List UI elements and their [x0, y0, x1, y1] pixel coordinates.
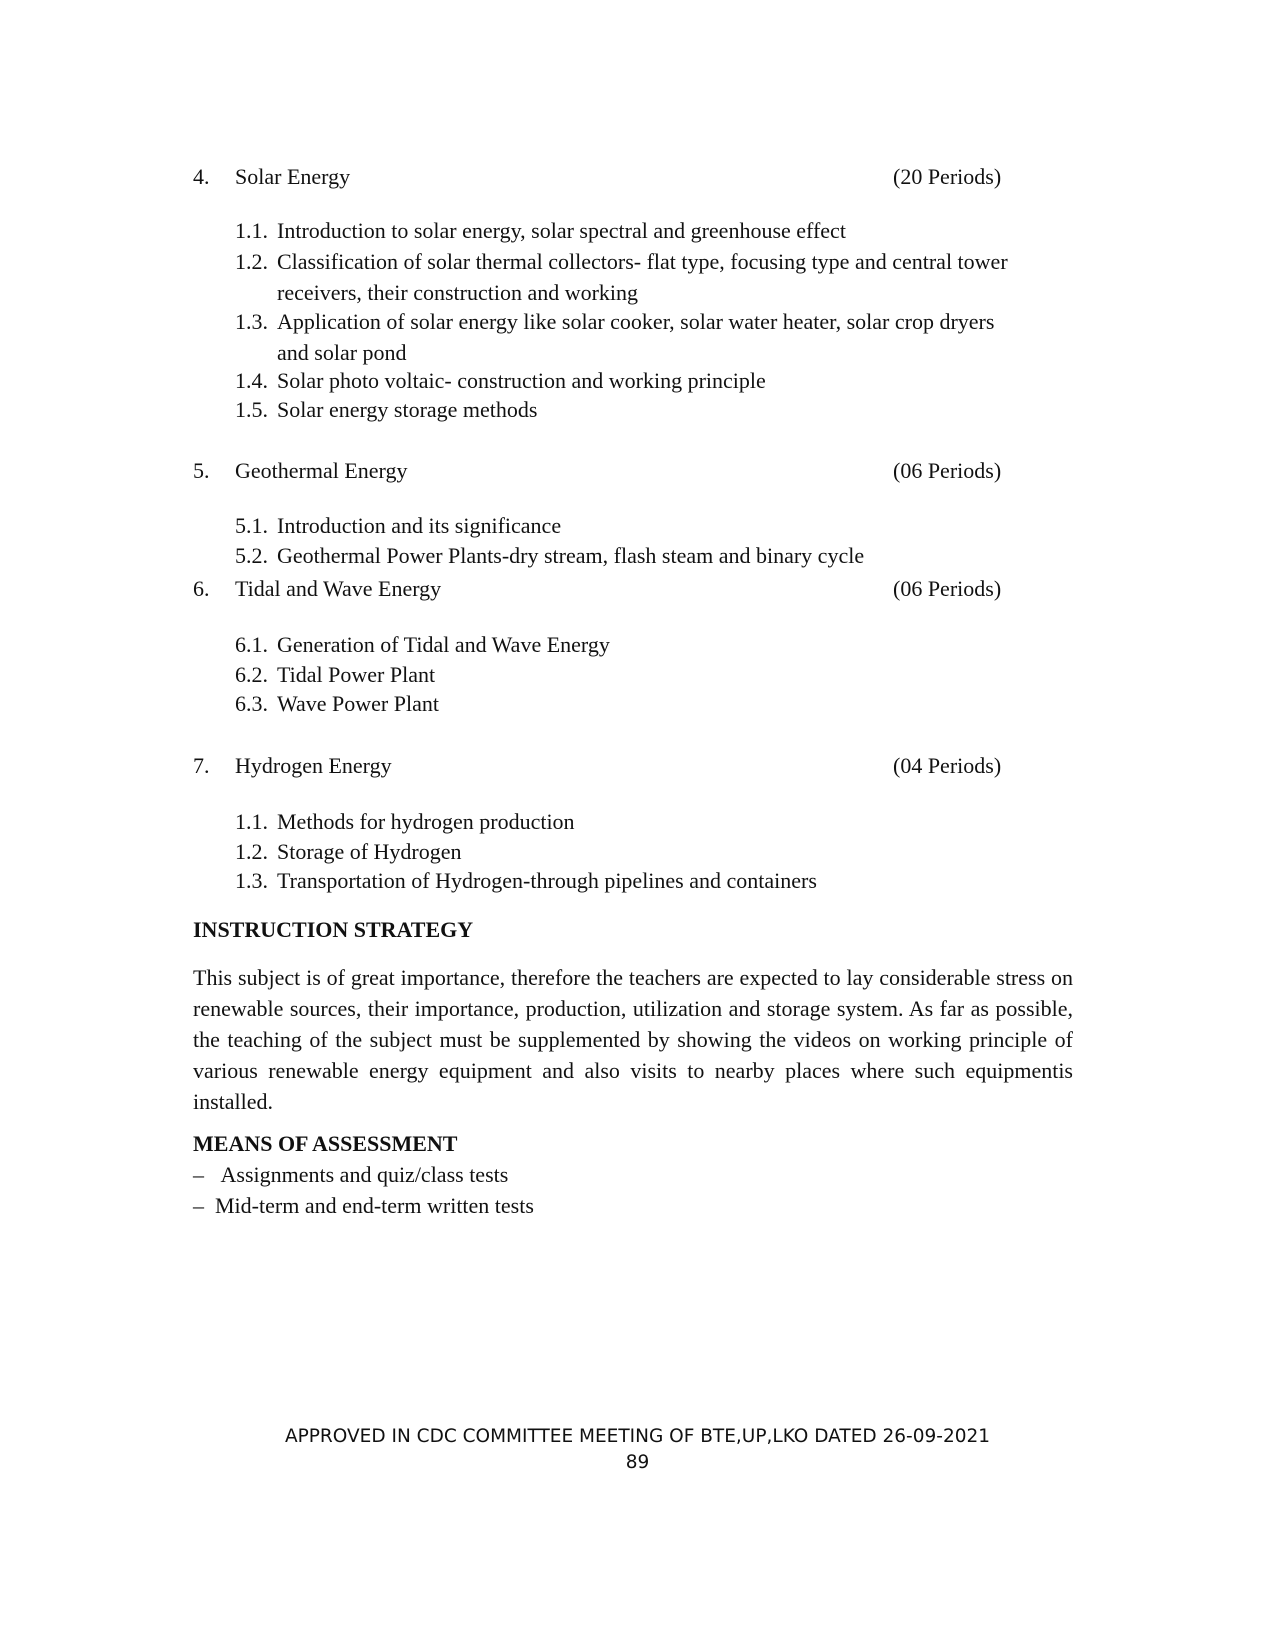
item-number: 6.3.	[235, 691, 268, 716]
unit-periods: (06 Periods)	[893, 576, 1002, 601]
item-number: 6.1.	[235, 632, 268, 657]
item-text: Transportation of Hydrogen-through pipelines and containers	[277, 868, 817, 893]
item-number: 1.3.	[235, 868, 268, 893]
item-number: 1.1.	[235, 809, 268, 834]
approval-footer: APPROVED IN CDC COMMITTEE MEETING OF BTE,UP,LKO DATED 26-09-2021	[284, 1426, 991, 1447]
list-item	[193, 1193, 534, 1219]
unit-title: Geothermal Energy	[235, 458, 408, 483]
item-number: 1.3.	[235, 309, 268, 334]
page-number: 89	[625, 1452, 650, 1473]
unit-number: 7.	[193, 753, 210, 778]
item-text-continued: and solar pond	[277, 340, 407, 365]
item-number: 5.1.	[235, 513, 268, 538]
item-number: 1.2.	[235, 249, 268, 274]
unit-number: 4.	[193, 164, 210, 189]
item-number: 1.1.	[235, 218, 268, 243]
list-item	[235, 510, 1055, 541]
item-number: 5.2.	[235, 543, 268, 568]
item-number: 1.5.	[235, 397, 268, 422]
list-item	[235, 306, 1055, 368]
item-number: 1.2.	[235, 839, 268, 864]
item-text: Storage of Hydrogen	[277, 839, 462, 864]
item-text: Application of solar energy like solar cooker, solar water heater, solar crop dryers	[277, 309, 995, 334]
dash-bullet: –	[193, 1162, 221, 1187]
section-heading-assessment: MEANS OF ASSESSMENT	[193, 1131, 458, 1156]
unit-periods: (04 Periods)	[893, 753, 1002, 778]
item-text-continued: receivers, their construction and working	[277, 280, 639, 305]
item-text: Classification of solar thermal collectors- flat type, focusing type and central tower	[277, 249, 1008, 274]
list-item	[235, 246, 1055, 308]
unit-heading	[193, 753, 1013, 783]
list-item	[235, 215, 1055, 246]
item-text: Solar energy storage methods	[277, 397, 538, 422]
unit-title: Hydrogen Energy	[235, 753, 392, 778]
unit-number: 5.	[193, 458, 210, 483]
list-item	[235, 865, 1055, 896]
section-heading-instruction: INSTRUCTION STRATEGY	[193, 917, 474, 942]
unit-heading	[193, 164, 1013, 194]
item-text: Generation of Tidal and Wave Energy	[277, 632, 610, 657]
item-text: Introduction to solar energy, solar spectral and greenhouse effect	[277, 218, 846, 243]
dash-bullet: –	[193, 1193, 215, 1218]
item-text: Tidal Power Plant	[277, 662, 436, 687]
list-item	[235, 659, 1055, 690]
unit-title: Tidal and Wave Energy	[235, 576, 442, 601]
item-text: Geothermal Power Plants-dry stream, flash steam and binary cycle	[277, 543, 865, 568]
list-item	[235, 806, 1055, 837]
unit-periods: (20 Periods)	[893, 164, 1002, 189]
list-item	[235, 688, 1055, 719]
list-item	[193, 1162, 508, 1188]
item-text: Assignments and quiz/class tests	[220, 1162, 509, 1187]
item-number: 6.2.	[235, 662, 268, 687]
instruction-paragraph: This subject is of great importance, therefore the teachers are expected to lay considerable stress on renewable sources, their importance, production, utilization and storage system. As far as possible, the teaching of the subject must be supplemented by showing the videos on working principle of various renewable energy equipment and also visits to nearby places where such equipmentis installed.	[193, 965, 1073, 1114]
list-item	[235, 540, 1055, 571]
item-text: Wave Power Plant	[277, 691, 439, 716]
item-text: Methods for hydrogen production	[277, 809, 575, 834]
item-text: Solar photo voltaic- construction and working principle	[277, 368, 766, 393]
unit-heading	[193, 458, 1013, 488]
list-item	[235, 394, 1055, 425]
item-text: Introduction and its significance	[277, 513, 562, 538]
list-item	[235, 836, 1055, 867]
list-item	[235, 629, 1055, 660]
unit-periods: (06 Periods)	[893, 458, 1002, 483]
unit-heading	[193, 576, 1013, 606]
unit-number: 6.	[193, 576, 210, 601]
item-number: 1.4.	[235, 368, 268, 393]
list-item	[235, 365, 1055, 396]
unit-title: Solar Energy	[235, 164, 351, 189]
item-text: Mid-term and end-term written tests	[215, 1193, 534, 1218]
